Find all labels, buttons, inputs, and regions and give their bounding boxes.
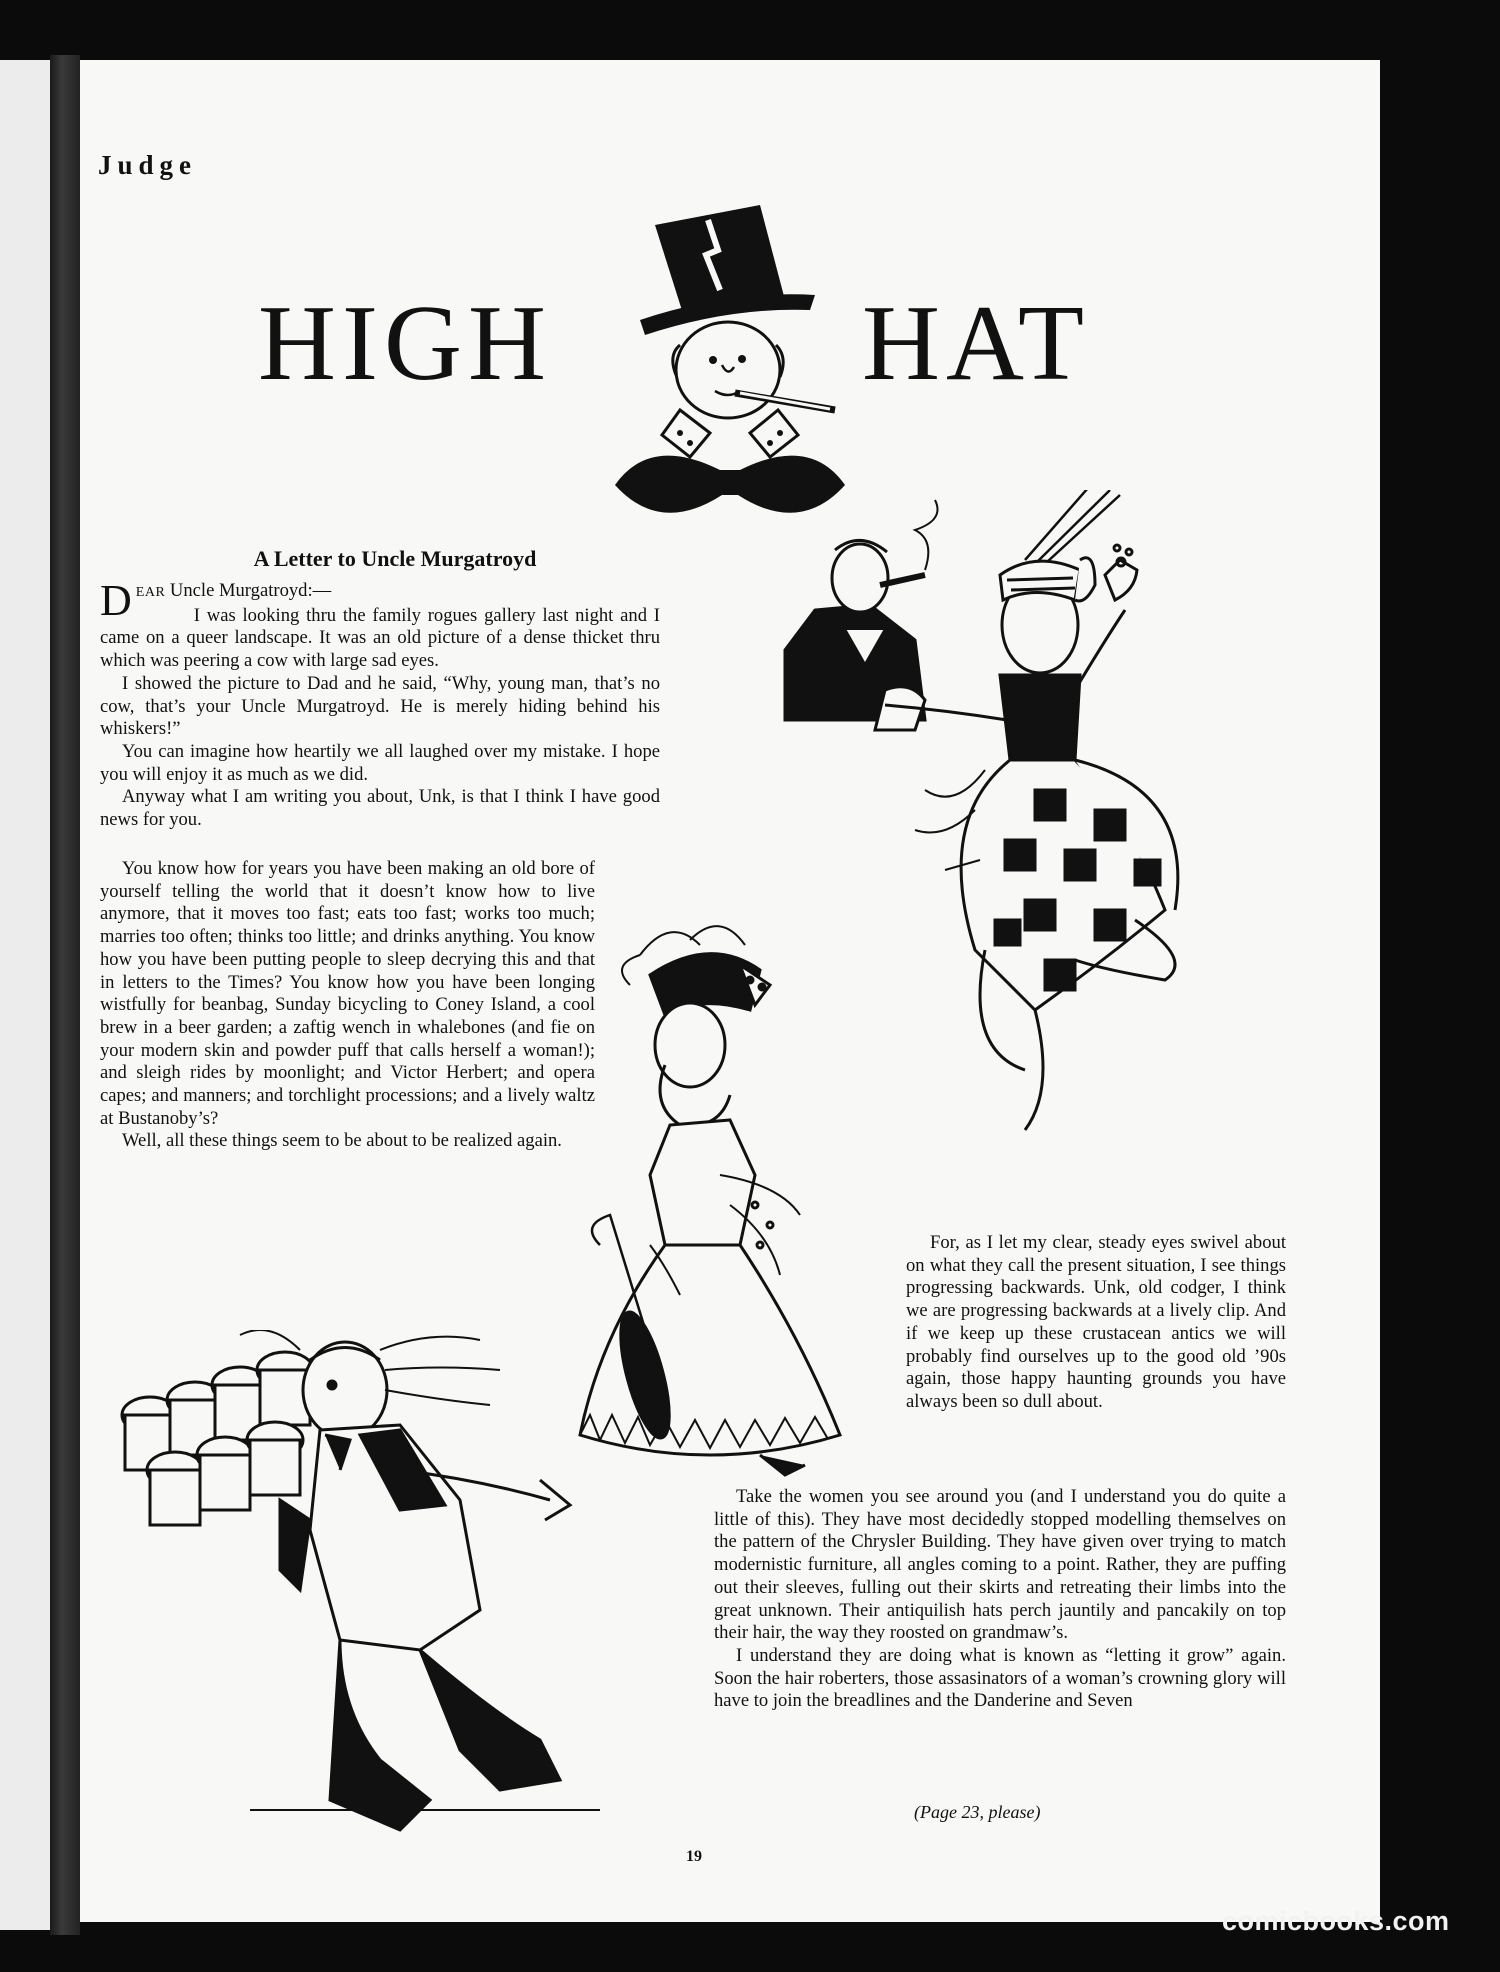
title-left-word: HIGH xyxy=(258,284,552,403)
article-headline: A Letter to Uncle Murgatroyd xyxy=(253,546,537,571)
article-column-1-narrow xyxy=(100,858,595,1153)
can-can-dancer-illustration xyxy=(775,490,1385,1170)
binding-spine xyxy=(50,55,80,1935)
top-hat-mascot-illustration xyxy=(610,195,850,535)
title-right-word: HAT xyxy=(862,284,1090,403)
magazine-page xyxy=(80,60,1380,1922)
paragraph: I showed the picture to Dad and he said, “Why, young man, that’s no cow, that’s your Uncle Murgatroyd. He is merely hiding behind his whiskers!” xyxy=(100,672,660,740)
running-head: Judge xyxy=(98,150,198,180)
paragraph: You know how for years you have been making an old bore of yourself telling the world that it doesn’t know how to live anymore, that it moves too fast; eats too fast; works too much; marries too often; thinks too little; and drinks anything. You know how you have been putting people to sleep decrying this and that in letters to the Times? You know how you have been longing wistfully for beanbag, Sunday bicycling to Coney Island, a cool brew in a beer garden; a zaftig wench in whalebones (and fie on your modern skin and powder puff that calls herself a woman!); and sleigh rides by moonlight; and Victor Herbert; and opera capes; and manners; and torchlight processions; and a lively waltz at Bustanoby’s? xyxy=(100,858,595,1129)
paragraph: For, as I let my clear, steady eyes swivel about on what they call the present situation, I see things progressing backwards. Unk, old codger, I think we are progressing backwards at a lively clip. And if we keep up these crustacean antics we will probably find ourselves up to the good old ’90s again, those happy haunting grounds you have always been so dull about. xyxy=(906,1232,1286,1412)
previous-page-edge xyxy=(0,60,50,1930)
paragraph: I understand they are doing what is known as “letting it grow” again. Soon the hair roberters, those assasinators of a woman’s crowning glory will have to join the breadlines and the Danderine and Seven xyxy=(714,1644,1286,1712)
article-column-2 xyxy=(906,1232,1286,1414)
waiter-with-beer-steins-illustration xyxy=(100,1330,620,1850)
paragraph: Well, all these things seem to be about to be realized again. xyxy=(122,1130,562,1152)
paragraph: You can imagine how heartily we all laughed over my mistake. I hope you will enjoy it as much as we did. xyxy=(100,740,660,785)
paragraph: Anyway what I am writing you about, Unk, is that I think I have good news for you. xyxy=(100,786,660,831)
paragraph: Take the women you see around you (and I understand you do quite a little of this). They have most decidedly stopped modelling themselves on the pattern of the Chrysler Building. They have given over trying to match modernistic furniture, all angles coming to a point. Rather, they are puffing out their sleeves, fulling out their skirts and retreating their limbs into the great unknown. Their antiquilish hats perch jauntily and pancakily on top their hair, the way they roosted on grandmaw’s. xyxy=(714,1486,1286,1644)
continued-note: (Page 23, please) xyxy=(914,1802,1041,1822)
article-column-1 xyxy=(100,576,660,832)
salutation: DEAR Uncle Murgatroyd:— xyxy=(100,576,332,625)
drop-cap: D xyxy=(100,576,132,625)
site-watermark: comicbooks.com xyxy=(1222,1906,1450,1936)
article-column-3 xyxy=(714,1486,1286,1713)
paragraph: I was looking thru the family rogues gallery last night and I came on a queer landscape. It was an old picture of a dense thicket thru which was peering a cow with large sad eyes. xyxy=(100,604,660,672)
page-number: 19 xyxy=(686,1848,702,1865)
